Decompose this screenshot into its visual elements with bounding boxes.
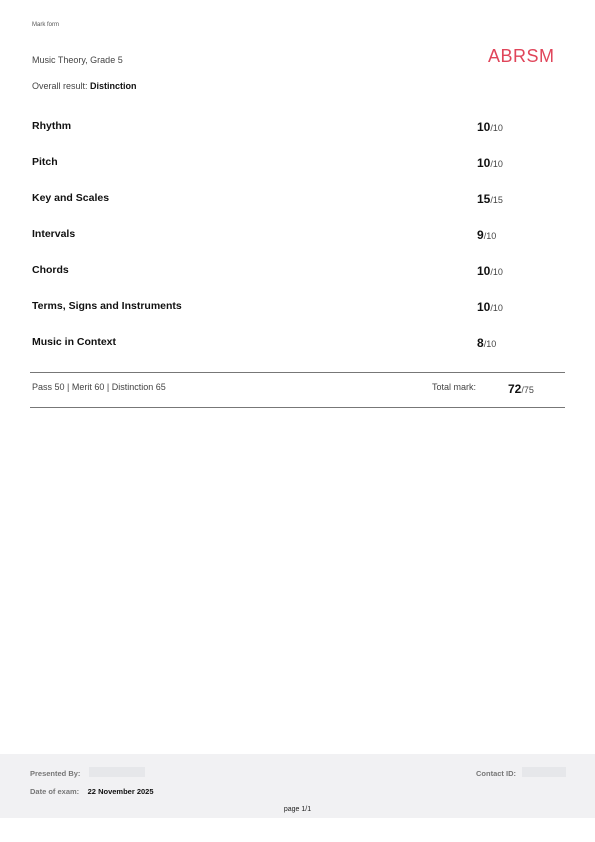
section-name: Intervals [32, 228, 76, 240]
section-name: Music in Context [32, 336, 117, 348]
score-value: 10 [477, 120, 491, 134]
section-row-pitch [32, 156, 537, 174]
score-max: /15 [490, 195, 503, 205]
total-mark [508, 382, 534, 396]
section-score [473, 228, 537, 242]
section-row-intervals [32, 228, 537, 246]
section-row-key-and-scales [32, 192, 537, 210]
contact-id-label: Contact ID: [476, 769, 516, 778]
score-value: 15 [477, 192, 491, 206]
section-score [473, 336, 537, 350]
exam-date-label: Date of exam: [30, 787, 80, 796]
divider-bottom [30, 407, 565, 408]
score-max: /10 [490, 267, 503, 277]
score-value: 10 [477, 156, 491, 170]
exam-date [30, 781, 154, 799]
section-name: Rhythm [32, 120, 72, 132]
section-score [477, 156, 537, 170]
redacted-name [89, 767, 145, 777]
section-score [477, 192, 537, 206]
total-mark-label: Total mark: [432, 382, 477, 392]
section-row-rhythm [32, 120, 537, 138]
overall-result-label: Overall result: [32, 81, 88, 91]
section-score [477, 300, 537, 314]
score-max: /10 [490, 303, 503, 313]
score-value: 10 [477, 264, 491, 278]
total-score-value: 72 [508, 382, 522, 396]
total-score-max: /75 [521, 385, 534, 395]
score-value: 10 [477, 300, 491, 314]
divider-top [30, 372, 565, 373]
exam-subject: Music Theory, Grade 5 [32, 55, 123, 65]
presented-by [30, 763, 145, 781]
abrsm-logo: ABRSM [488, 46, 555, 66]
presented-by-label: Presented By: [30, 769, 81, 778]
score-max: /10 [483, 339, 497, 349]
section-score [477, 264, 537, 278]
section-name: Pitch [32, 156, 58, 168]
exam-date-value: 22 November 2025 [87, 787, 154, 796]
section-score [477, 120, 537, 134]
overall-result [32, 81, 137, 91]
section-row-music-in-context [32, 336, 537, 354]
section-name: Terms, Signs and Instruments [32, 300, 182, 312]
section-name: Chords [32, 264, 69, 276]
page-number: page 1/1 [283, 806, 312, 813]
redacted-contact-id [522, 767, 566, 777]
score-max: /10 [483, 231, 497, 241]
section-name: Key and Scales [32, 192, 110, 204]
score-max: /10 [490, 123, 503, 133]
score-value: 9 [477, 228, 484, 242]
section-row-terms-signs-instruments [32, 300, 537, 318]
document-label: Mark form [32, 22, 59, 28]
score-value: 8 [477, 336, 484, 350]
overall-result-value: Distinction [90, 81, 137, 91]
contact-id [476, 763, 566, 781]
section-row-chords [32, 264, 537, 282]
grade-thresholds: Pass 50 | Merit 60 | Distinction 65 [32, 382, 166, 392]
score-max: /10 [490, 159, 503, 169]
